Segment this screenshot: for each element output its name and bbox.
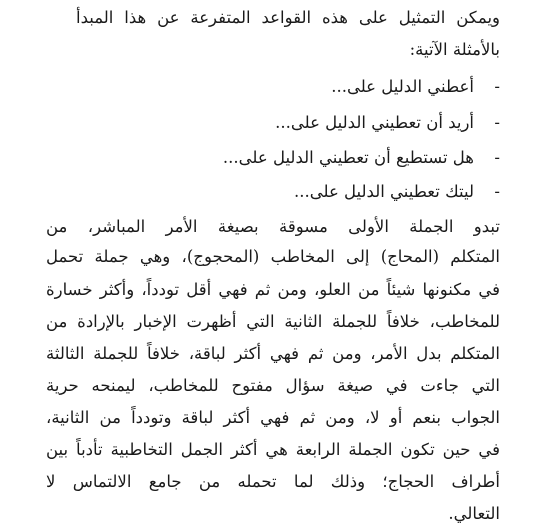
paragraph-line-4: للمخاطب، خلافاً للجملة الثانية التي أظهرت الإخبار بالإرادة من — [46, 312, 500, 331]
bullet-dash: - — [494, 182, 500, 201]
bullet-dash: - — [494, 113, 500, 132]
paragraph-line-2: المتكلم (المحاج) إلى المخاطب (المحجوج)، وهي جملة تحمل — [46, 247, 500, 266]
paragraph-line-3: في مكنونها شيئاً من العلو، ومن ثم فهي أقل تودداً، وأكثر خسارة — [46, 280, 500, 299]
intro-line-2: بالأمثلة الآتية: — [409, 40, 500, 59]
paragraph-line-5: المتكلم بدل الأمر، ومن ثم فهي أكثر لباقة، خلافاً للجملة الثالثة — [46, 344, 500, 363]
bullet-text: أريد أن تعطيني الدليل على... — [275, 113, 474, 132]
bullet-item-2 — [46, 108, 500, 138]
bullet-item-3 — [46, 143, 500, 173]
bullet-item-1 — [46, 72, 500, 102]
paragraph-line-1: تبدو الجملة الأولى مسوقة بصيغة الأمر المباشر، من — [46, 217, 500, 236]
paragraph-line-10: التعالي. — [448, 504, 500, 523]
bullet-text: أعطني الدليل على... — [331, 77, 474, 96]
bullet-text: ليتك تعطيني الدليل على... — [294, 182, 474, 201]
bullet-text: هل تستطيع أن تعطيني الدليل على... — [222, 148, 474, 167]
paragraph-line-8: في حين تكون الجملة الرابعة هي أكثر الجمل التخاطبية تأدباً بين — [46, 440, 500, 459]
bullet-dash: - — [494, 77, 500, 96]
bullet-dash: - — [494, 148, 500, 167]
paragraph-line-9: أطراف الحجاج؛ وذلك لما تحمله من جامع الالتماس لا — [46, 472, 500, 491]
paragraph-line-6: التي جاءت في صيغة سؤال مفتوح للمخاطب، ليمنحه حرية — [46, 376, 500, 395]
bullet-item-4 — [46, 177, 500, 207]
intro-line-1: ويمكن التمثيل على هذه القواعد المتفرعة عن هذا المبدأ — [76, 8, 500, 27]
paragraph-line-7: الجواب بنعم أو لا، ومن ثم فهي أكثر لباقة وتودداً من الثانية، — [46, 408, 500, 427]
